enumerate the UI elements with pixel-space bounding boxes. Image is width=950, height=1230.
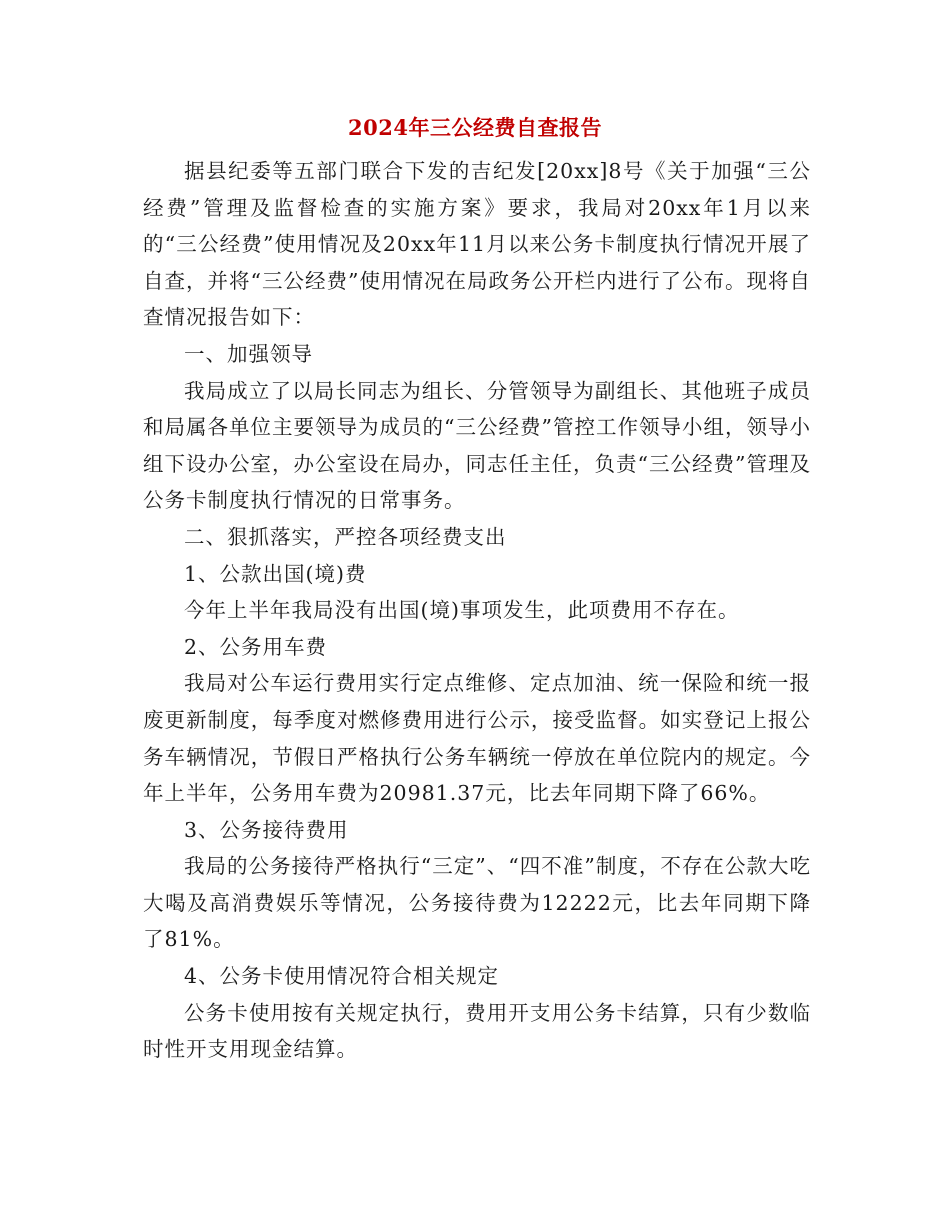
subheading-overseas-travel: 1、公款出国(境)费 <box>184 561 367 586</box>
subheading-official-reception: 3、公务接待费用 <box>184 817 349 842</box>
document-title: 2024年三公经费自查报告 <box>348 115 602 140</box>
paragraph-intro: 据县纪委等五部门联合下发的吉纪发[20xx]8号《关于加强“三公经费”管理及监督检查的实施方案》要求，我局对20xx年1月以来的“三公经费”使用情况及20xx年11月以来公务卡制度执行情况开展了自查，并将“三公经费”使用情况在局政务公开栏内进行了公布。现将自查情况报告如下： <box>143 159 811 330</box>
paragraph-official-vehicles: 我局对公车运行费用实行定点维修、定点加油、统一保险和统一报废更新制度，每季度对燃修费用进行公示，接受监督。如实登记上报公务车辆情况，节假日严格执行公务车辆统一停放在单位院内的规定。今年上半年，公务用车费为20981.37元，比去年同期下降了66%。 <box>143 671 811 806</box>
paragraph-leadership-group: 我局成立了以局长同志为组长、分管领导为副组长、其他班子成员和局属各单位主要领导为成员的“三公经费”管控工作领导小组，领导小组下设办公室，办公室设在局办，同志任主任，负责“三公经费”管理及公务卡制度执行情况的日常事务。 <box>143 378 811 513</box>
heading-control-expenses: 二、狠抓落实，严控各项经费支出 <box>184 524 507 549</box>
subheading-official-card: 4、公务卡使用情况符合相关规定 <box>184 964 500 989</box>
paragraph-overseas-travel: 今年上半年我局没有出国(境)事项发生，此项费用不存在。 <box>184 598 740 623</box>
document-body <box>143 153 811 1068</box>
paragraph-official-reception: 我局的公务接待严格执行“三定”、“四不准”制度，不存在公款大吃大喝及高消费娱乐等情况，公务接待费为12222元，比去年同期下降了81%。 <box>143 854 811 952</box>
paragraph-official-card: 公务卡使用按有关规定执行，费用开支用公务卡结算，只有少数临时性开支用现金结算。 <box>143 1000 811 1062</box>
subheading-official-vehicles: 2、公务用车费 <box>184 634 328 659</box>
heading-strengthen-leadership: 一、加强领导 <box>184 341 313 366</box>
